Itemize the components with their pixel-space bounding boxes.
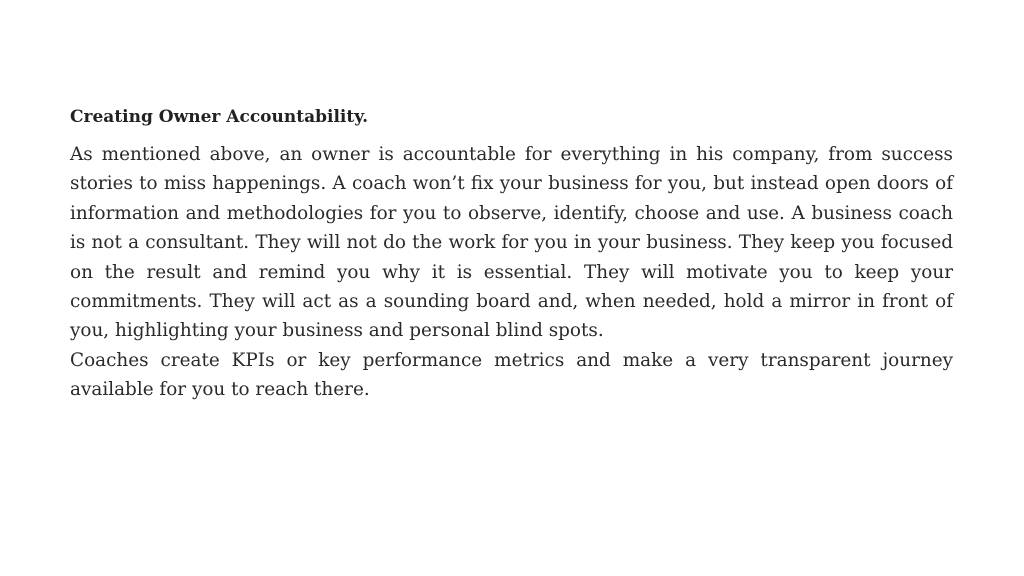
document-body [70, 104, 953, 405]
body-paragraph: As mentioned above, an owner is accountable for everything in his company, from success stories to miss happenings. A coach won’t fix your business for you, but instead open doors of information and methodologies for you to observe, identify, choose and use. A business coach is not a consultant. They will not do the work for you in your business. They keep you focused on the result and remind you why it is essential. They will motivate you to keep your commitments. They will act as a sounding board and, when needed, hold a mirror in front of you, highlighting your business and personal blind spots. [70, 144, 953, 342]
body-paragraph: Coaches create KPIs or key performance metrics and make a very transparent journey available for you to reach there. [70, 349, 953, 401]
section-heading: Creating Owner Accountability. [70, 107, 369, 127]
